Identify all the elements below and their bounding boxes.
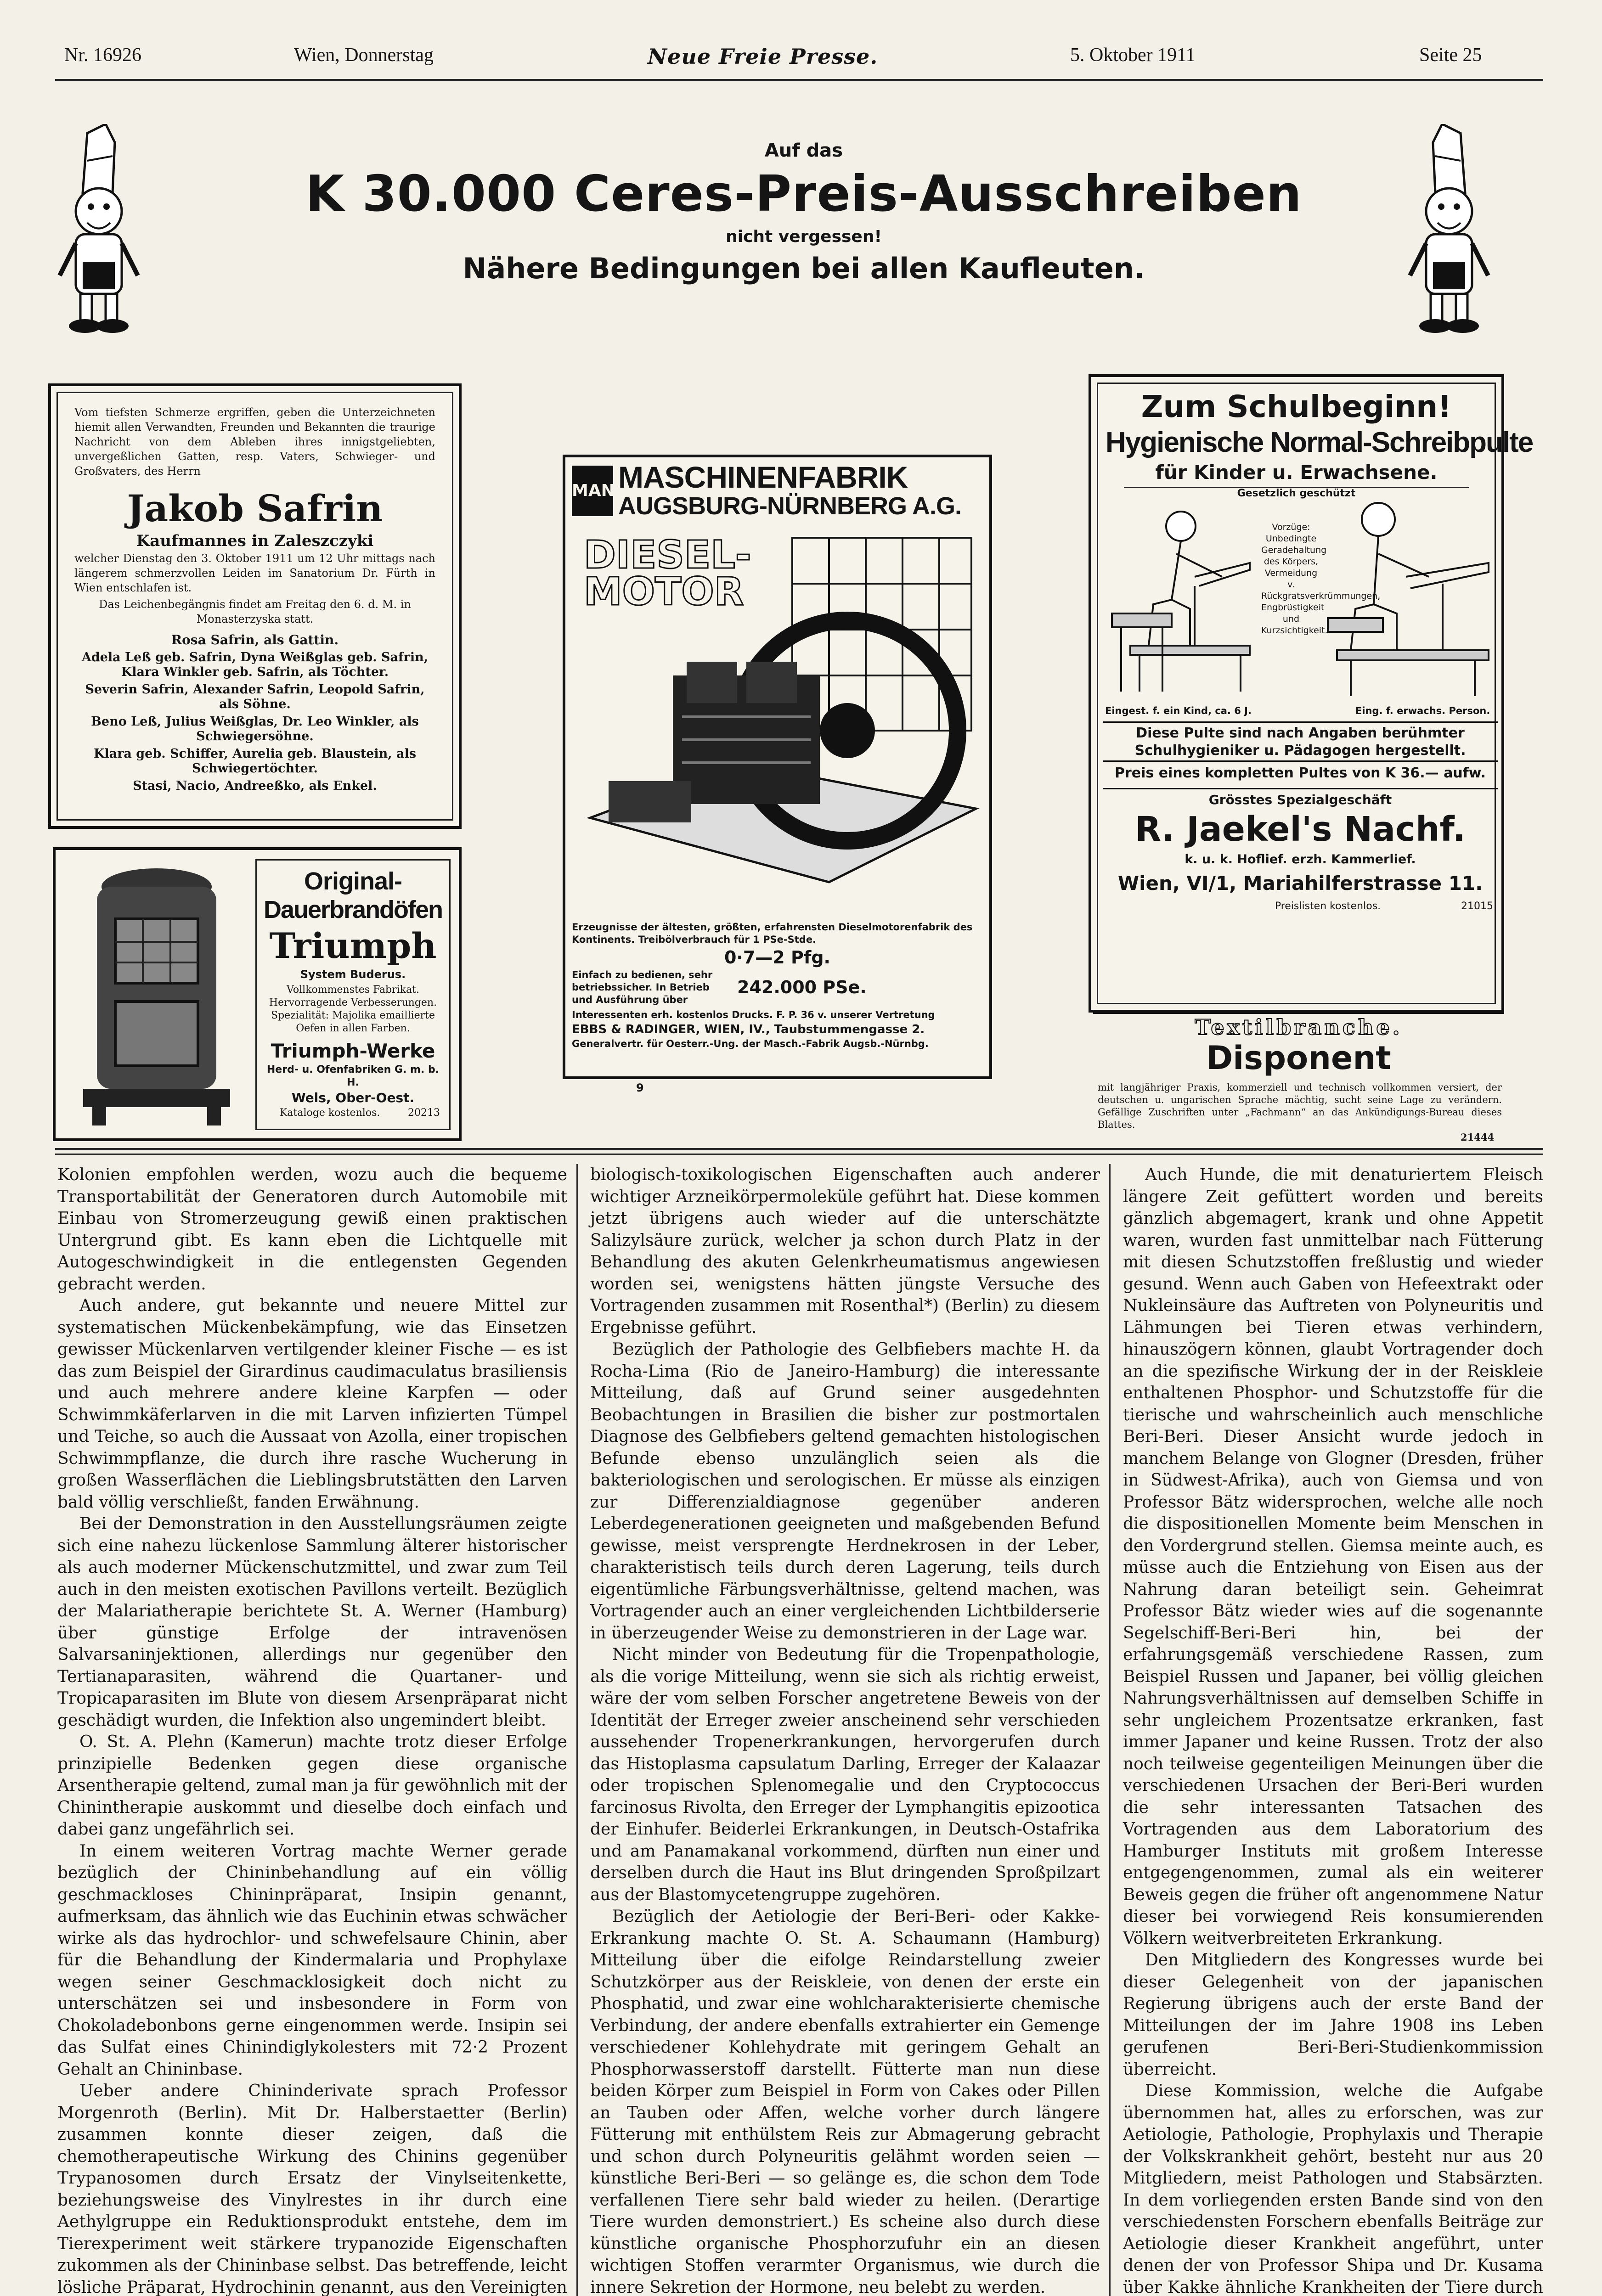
triumph-werke: Triumph-Werke bbox=[271, 1040, 435, 1062]
schul-benefits: Vorzüge: Unbedingte Geradehaltung des Körpers, Vermeidung v. Rückgratsverkrümmungen, Engbrüstigkeit und Kurzsichtigkeit. bbox=[1261, 522, 1381, 636]
schul-biggest: Grösstes Spezialgeschäft bbox=[1103, 788, 1498, 807]
man-text2: Einfach zu bedienen, sehr betriebssicher. In Betrieb und Ausführung über bbox=[572, 969, 713, 1005]
col2-paragraph: biologisch-toxikologischen Eigenschaften auch anderer wichtiger Arzneikörpermoleküle geführt hat. Diese kommen jetzt übrigens auch wieder auf die unterschätzte Salizylsäure zurück, welcher ja schon durch Platz in der Behandlung des akuten Gelenkrheumatismus angewiesen worden sei, wenigstens hätten jüngste Versuche des Vortragenden zusammen mit Rosenthal*) (Berlin) zu diesem Ergebnisse geführt. bbox=[590, 1165, 1100, 1337]
textil-top-rule bbox=[1093, 1013, 1504, 1014]
schul-caption-left: Eingest. f. ein Kind, ca. 6 J. bbox=[1105, 705, 1252, 716]
masthead: Neue Freie Presse. bbox=[648, 44, 878, 69]
man-product1: DIESEL- bbox=[584, 532, 751, 577]
col1-paragraph: In einem weiteren Vortrag machte Werner gerade bezüglich der Chininbehandlung auf ein völlig geschmackloses Chininpräparat, Insipin genannt, aufmerksam, das ähnlich wie das Euchinin etwas schwächer wirke als das hydrochlor- und schwefelsaure Chinin, aber für die Behandlung der Kindermalaria und Prophylaxe wegen seiner Geschmacklosigkeit doch nicht zu unterschätzen sei und insbesondere in Form von Chokoladebonbons gerne eingenommen werde. Insipin sei das Sulfat eines Chinindiglykolesters mit 72·2 Prozent Gehalt an Chininbase. bbox=[57, 1841, 567, 2079]
schul-list: Preislisten kostenlos. bbox=[1275, 900, 1381, 912]
obituary-family-4: Klara geb. Schiffer, Aurelia geb. Blaustein, als Schwiegertöchter. bbox=[93, 747, 417, 776]
place-day: Wien, Donnerstag bbox=[294, 45, 434, 66]
desk-child-illustration bbox=[1103, 508, 1259, 701]
obituary-funeral: Das Leichenbegängnis findet am Freitag den 6. d. M. in Monasterzyska statt. bbox=[99, 598, 411, 625]
obituary-family-1: Adela Leß geb. Safrin, Dyna Weißglas geb. Safrin, Klara Winkler geb. Safrin, als Töchter. bbox=[81, 650, 429, 679]
page-header bbox=[60, 44, 1539, 76]
textil-text: mit langjähriger Praxis, kommerziell und technisch vollkommen versiert, der deutschen u. ungarischen Sprache mächtig, sucht seine Lage zu verändern. Gefällige Zuschriften unter „Fachmann“ an das Ankündigungs-Bureau dieses Blattes. bbox=[1098, 1082, 1502, 1130]
col3-paragraph: Diese Kommission, welche die Aufgabe übernommen hat, alles zu erforschen, was zur Aetiologie, Pathologie, Prophylaxis und Therapie der Volkskrankheit gehört, besteht nur aus 20 Mitgliedern, meist Pathologen und Stabsärzten. In dem vorliegenden ersten Bande sind von den verschiedensten Forschern ebenfalls Beiträge zur Aetiologie dieser Krankheit angeführt, unter denen der von Professor Shipa und Dr. Kusama über Kakke ähnliche Krankheiten der Tiere durch bbox=[1123, 2082, 1543, 2296]
column-divider-2 bbox=[1109, 1164, 1111, 2296]
triumph-line1: Original- bbox=[304, 867, 402, 895]
col1-paragraph: Auch andere, gut bekannte und neuere Mittel zur systematischen Mückenbekämpfung, wie das Einsetzen gewisser Mückenlarven vertilgender kleiner Fische — es ist das zum Beispiel der Girardinus caudimaculatus brasiliensis und auch mehrere andere kleine Karpfen — oder Schwimmkäferlarven in die mit Larven infizierten Tümpel und Teiche, so auch die Aussaat von Azolla, einer tropischen Schwimmpflanze, die durch ihre rasche Wucherung in großen Wasserflächen die Lieblingsbrutstätten den Larven bald völlig verschließt, fanden Erwähnung. bbox=[57, 1296, 567, 1512]
section-rule-thin bbox=[55, 1154, 1543, 1155]
man-text3: Interessenten erh. kostenlos Drucks. F. P. 36 v. unserer Vertretung bbox=[572, 1009, 935, 1020]
man-name2: AUGSBURG-NÜRNBERG A.G. bbox=[618, 492, 961, 520]
col2-paragraph: Bezüglich der Aetiologie der Beri-Beri- oder Kakke-Erkrankung machte O. St. A. Schaumann (Hamburg) Mitteilung über die eifolge Reindarstellung zweier Schutzkörper aus der Reiskleie, von denen der erste ein Phosphatid, und zwar eine wohlcharakterisierte chemische Verbindung, der andere ebenfalls extrahierter ein Gemenge verschiedener Kohlehydrate mit geringem Gehalt an Phosphorwasserstoff darstellt. Fütterte man nun diese beiden Körper zum Beispiel in Form von Cakes oder Pillen an Tauben oder Affen, welche vorher durch längere Fütterung mit enthülstem Reis zur Abmagerung gebracht und schon durch Polyneuritis gelähmt worden seien — künstliche Beri-Beri — so gelänge es, die schon dem Tode verfallenen Tiere sehr bald wieder zu heilen. (Derartige Tiere wurden demonstriert.) Es scheine also durch diese künstliche organische Phosphorzufuhr ein an diesen wichtigen Stoffen verarmter Organismus, wie durch die innere Sekretion der Hormone, neu belebt zu werden. bbox=[590, 1907, 1100, 2296]
schul-caption-right: Eing. f. erwachs. Person. bbox=[1355, 705, 1490, 716]
obituary-ad bbox=[48, 383, 462, 829]
schul-ref: 21015 bbox=[1461, 900, 1493, 912]
obituary-family-3: Beno Leß, Julius Weißglas, Dr. Leo Winkler, als Schwiegersöhne. bbox=[91, 715, 419, 743]
article-column-1 bbox=[57, 1164, 567, 2296]
triumph-system: System Buderus. bbox=[300, 968, 406, 981]
man-text1: Erzeugnisse der ältesten, größten, erfahrensten Dieselmotorenfabrik des Kontinents. Treibölverbrauch für 1 PSe-Stde. bbox=[572, 922, 973, 945]
triumph-city: Wels, Ober-Oest. bbox=[291, 1090, 415, 1105]
man-name1: MASCHINENFABRIK bbox=[618, 460, 908, 494]
schul-title: Zum Schulbeginn! bbox=[1141, 389, 1452, 424]
obituary-name: Jakob Safrin bbox=[127, 487, 383, 530]
obituary-role: Kaufmannes in Zaleszczyki bbox=[136, 532, 374, 550]
header-rule bbox=[55, 79, 1543, 81]
col3-paragraph: Auch Hunde, die mit denaturiertem Fleisch längere Zeit gefüttert worden und bereits gänzlich abgemagert, krank und ohne Appetit waren, wurden fast unmittelbar nach Fütterung mit diesen Schutzstoffen freßlustig und wieder gesund. Wenn auch Gaben von Hefeextrakt oder Nukleinsäure das Auftreten von Polyneuritis und Lähmungen bei Tieren etwas verhindern, hinauszögern können, glaubt Vortragender doch an die spezifische Wirkung der in der Reiskleie enthaltenen Phosphor- und Schutzstoffe für die tierische und wahrscheinlich auch menschliche Beri-Beri. Dieser Ansicht wurde jedoch in manchem Belange von Glogner (Dresden, früher in Südwest-Afrika), auch von Giemsa und von Professor Bätz widersprochen, welche alle noch die dispositionellen Momente beim Menschen in den Vordergrund stellen. Giemsa meinte auch, es müsse auch die Entziehung von Eisen aus der Nahrung daran beteiligt sein. Geheimrat Professor Bätz wieder wies auf die sogenannte Segelschiff-Beri-Beri hin, bei der erfahrungsgemäß verschiedene Rassen, zum Beispiel Russen und Japaner, bei völlig gleichen Nahrungsverhältnissen auf demselben Schiffe in sehr ungleichem Prozentsatze erkranken, fast immer Japaner und keine Russen. Trotz der also noch teilweise gegenteiligen Meinungen über die verschiedenen Ursachen der Beri-Beri wurden die sehr interessanten Tatsachen des Vortragenden aus dem Laboratorium des Hamburger Instituts mit großem Interesse entgegengenommen, zumal als ein weiterer Beweis gegen die früher oft angenommene Natur dieser bei vorwiegend Reis konsumierenden Völkern weitverbreiteten Erkrankung. bbox=[1123, 1165, 1543, 1948]
schul-footer bbox=[1103, 900, 1498, 912]
man-product2: MOTOR bbox=[584, 569, 744, 614]
desk-adult-illustration bbox=[1323, 499, 1498, 701]
schul-price: Preis eines kompletten Pultes von K 36.— aufw. bbox=[1103, 760, 1498, 782]
textil-ref: 21444 bbox=[1461, 1131, 1495, 1143]
obituary-family-2: Severin Safrin, Alexander Safrin, Leopold Safrin, als Söhne. bbox=[85, 682, 425, 711]
obituary-text: welcher Dienstag den 3. Oktober 1911 um 12 Uhr mittags nach längerem schmerzvollen Leiden im Sanatorium Dr. Fürth in Wien entschlafen ist. bbox=[74, 552, 435, 594]
triumph-catalog: Kataloge kostenlos. bbox=[280, 1107, 380, 1119]
col2-paragraph: Bezüglich der Pathologie des Gelbfiebers machte H. da Rocha-Lima (Rio de Janeiro-Hamburg) die interessante Mitteilung, daß auf Grund seiner ausgedehnten Beobachtungen in Brasilien die bisher zur postmortalen Diagnose des Gelbfiebers geltend gemachten histologischen Befunde ebenso unzulänglich seien als die bakteriologischen und serologischen. Er müsse als einzigen zur Differenzialdiagnose gegenüber anderen Leberdegenerationen geeigneten und maßgebenden Befund gewisse, meist versprengte Herdnekrosen in der Leber, charakteristisch teils durch deren Lagerung, teils durch eigentümliche Färbungsverhältnisse, geltend machen, was Vortragender auch an einer vergleichenden Lichtbilderserie in überzeugender Weise zu demonstrieren in der Lage war. bbox=[590, 1340, 1100, 1643]
schul-protected: Gesetzlich geschützt bbox=[1124, 487, 1469, 499]
ceres-line3: nicht vergessen! bbox=[726, 227, 882, 246]
issue-number: Nr. 16926 bbox=[64, 45, 141, 66]
col1-paragraph: O. St. A. Plehn (Kamerun) machte trotz dieser Erfolge prinzipielle Bedenken gegen diese organische Arsentherapie geltend, zumal man ja für gewöhnlich mit der Chinintherapie auskommt und dieselbe doch einfach und dabei ganz ungefährlich sei. bbox=[57, 1733, 567, 1839]
man-diesel-ad bbox=[563, 455, 992, 1079]
man-text-block bbox=[572, 921, 983, 1050]
schul-court: k. u. k. Hoflief. erzh. Kammerlief. bbox=[1185, 852, 1416, 867]
obituary-intro: Vom tiefsten Schmerze ergriffen, geben die Unterzeichneten hiemit allen Verwandten, Freunden und Bekannten die traurige Nachricht von dem Ableben ihres innigstgeliebten, unvergeßlichen Gatten, resp. Vaters, Schwieger- und Großvaters, des Herrn bbox=[74, 406, 435, 478]
man-pse: 242.000 PSe. bbox=[737, 977, 867, 997]
schul-sub: für Kinder u. Erwachsene. bbox=[1155, 461, 1438, 484]
column-divider-1 bbox=[576, 1164, 578, 2296]
obituary-family-5: Stasi, Nacio, Andreeßko, als Enkel. bbox=[133, 779, 377, 793]
textil-head: Textilbranche. bbox=[1195, 1015, 1403, 1040]
obituary-family-0: Rosa Safrin, als Gattin. bbox=[171, 632, 339, 647]
man-agent: EBBS & RADINGER, WIEN, IV., Taubstummengasse 2. bbox=[572, 1023, 925, 1036]
schul-title2: Hygienische Normal-Schreibpulte bbox=[1106, 427, 1533, 458]
man-logo: MAN bbox=[572, 466, 613, 516]
schul-made: Diese Pulte sind nach Angaben berühmter Schulhygieniker u. Pädagogen hergestellt. bbox=[1103, 721, 1498, 760]
textil-title: Disponent bbox=[1206, 1039, 1391, 1077]
schulpulte-ad bbox=[1089, 374, 1533, 1013]
oven-illustration bbox=[65, 859, 248, 1130]
col1-paragraph: Ueber andere Chininderivate sprach Professor Morgenroth (Berlin). Mit Dr. Halberstaetter (Berlin) zusammen konnte dieser zeigen, daß die chemotherapeutische Wirkung des Chinins gegenüber Trypanosomen durch Ersatz der Vinylseitenkette, beziehungsweise des Vinylrestes in ihr durch eine Aethylgruppe ein Reduktionsprodukt entstehe, dem im Tierexperiment weit stärkere trypanozide Eigenschaften zukommen als der Chininbase selbst. Das betreffende, leicht lösliche Präparat, Hydrochinin genannt, aus den Vereinigten bbox=[57, 2082, 567, 2296]
page-number: Seite 25 bbox=[1419, 45, 1482, 66]
man-text4: Generalvertr. für Oesterr.-Ung. der Masch.-Fabrik Augsb.-Nürnbg. bbox=[572, 1038, 929, 1049]
article-column-2 bbox=[590, 1164, 1100, 2296]
triumph-desc: Vollkommenstes Fabrikat. Hervorragende Verbesserungen. Spezialität: Majolika emaillierte Oefen in allen Farben. bbox=[269, 984, 437, 1034]
triumph-brand: Triumph bbox=[269, 925, 437, 966]
triumph-ref: 20213 bbox=[408, 1107, 440, 1119]
col3-paragraph: Den Mitgliedern des Kongresses wurde bei dieser Gelegenheit von der japanischen Regierung übrigens auch der erste Band der Mitteilungen der im Jahre 1908 ins Leben gerufenen Beri-Beri-Studienkommission überreicht. bbox=[1123, 1951, 1543, 2079]
ceres-line1: Auf das bbox=[764, 140, 843, 161]
schul-address: Wien, VI/1, Mariahilferstrasse 11. bbox=[1117, 872, 1483, 895]
man-mark: 9 bbox=[636, 1081, 644, 1094]
ceres-conditions: Nähere Bedingungen bei allen Kaufleuten. bbox=[463, 252, 1145, 285]
col1-paragraph: Kolonien empfohlen werden, wozu auch die bequeme Transportabilität der Generatoren durch Automobile mit Einbau von Stromerzeugung gewiß einen praktischen Untergrund gibt. Es kann eben die Lichtquelle mit Autogeschwindigkeit in die entlegensten Gegenden gebracht werden. bbox=[57, 1165, 567, 1294]
gnome-left-illustration bbox=[55, 124, 142, 335]
col1-paragraph: Bei der Demonstration in den Ausstellungsräumen zeigte sich eine nahezu lückenlose Sammlung älterer historischer als auch moderner Mückenschutzmittel, und zwar zum Teil auch in den meisten exotischen Pavillons verteilt. Bezüglich der Malariatherapie berichtete St. A. Werner (Hamburg) über günstige Erfolge der intravenösen Salvarsaninjektionen, allerdings nur gegenüber den Tertianaparasiten, während die Quartaner- und Tropicaparasiten im Blute von diesem Arsenpräparat nicht geschädigt wurden, die Infektion also ungemindert bleibt. bbox=[57, 1514, 567, 1730]
triumph-oven-ad bbox=[53, 847, 462, 1141]
schul-firm: R. Jaekel's Nachf. bbox=[1135, 810, 1466, 849]
section-rule bbox=[55, 1148, 1543, 1150]
col2-paragraph: Nicht minder von Bedeutung für die Tropenpathologie, als die vorige Mitteilung, wenn sie sich als richtig erweist, wäre der vom selben Forscher angetretene Beweis von der Identität der Erreger zweier anscheinend sehr verschieden aussehender Tropenerkrankungen, hervorgerufen durch das Histoplasma capsulatum Darling, Erreger der Kalaazar oder tropischen Splenomegalie und den Cryptococcus farcinosus Rivolta, den Erreger der Lymphangitis epizootica der Einhufer. Beiderlei Erkrankungen, in Deutsch-Ostafrika und am Panamakanal vorkommend, dürften nun einer und derselben durch die Haut ins Blut dringenden Sproßpilzart aus der Blastomycetengruppe zugehören. bbox=[590, 1645, 1100, 1904]
man-price: 0·7—2 Pfg. bbox=[724, 947, 830, 968]
triumph-line2: Dauerbrandöfen bbox=[263, 896, 443, 923]
triumph-company: Herd- u. Ofenfabriken G. m. b. H. bbox=[266, 1064, 440, 1088]
issue-date: 5. Oktober 1911 bbox=[1070, 45, 1196, 66]
gnome-right-illustration bbox=[1405, 124, 1493, 335]
article-column-3 bbox=[1123, 1164, 1543, 2296]
ceres-headline: K 30.000 Ceres-Preis-Ausschreiben bbox=[305, 165, 1302, 223]
